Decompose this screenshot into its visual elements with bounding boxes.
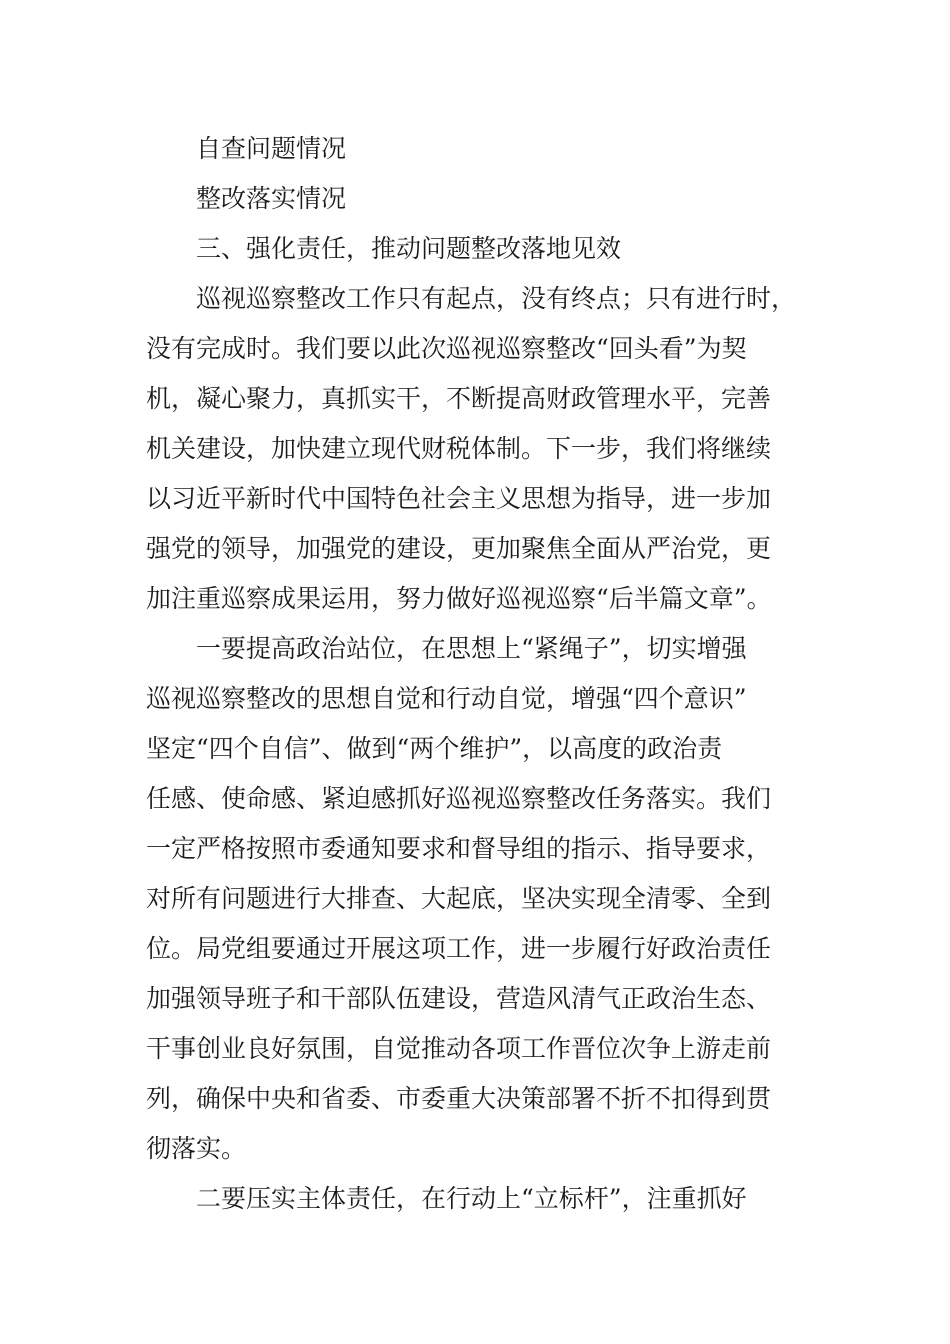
text-line: 一要提高政治站位，在思想上“紧绳子”，切实增强 xyxy=(196,634,747,663)
text-line: 强党的领导，加强党的建设，更加聚焦全面从严治党，更 xyxy=(146,534,772,563)
text-line: 以习近平新时代中国特色社会主义思想为指导，进一步加 xyxy=(146,484,772,513)
text-line: 加注重巡察成果运用，努力做好巡视巡察“后半篇文章”。 xyxy=(146,584,772,613)
text-line: 任感、使命感、紧迫感抓好巡视巡察整改任务落实。我们 xyxy=(146,784,772,813)
text-line: 机，凝心聚力，真抓实干，不断提高财政管理水平，完善 xyxy=(146,384,772,413)
text-line: 一定严格按照市委通知要求和督导组的指示、指导要求， xyxy=(146,834,772,863)
section-heading: 三、强化责任，推动问题整改落地见效 xyxy=(196,234,622,263)
text-line: 巡视巡察整改的思想自觉和行动自觉，增强“四个意识” xyxy=(146,684,747,713)
text-line: 整改落实情况 xyxy=(196,184,347,213)
text-line: 没有完成时。我们要以此次巡视巡察整改“回头看”为契 xyxy=(146,334,747,363)
text-line: 彻落实。 xyxy=(146,1134,247,1163)
text-line: 列，确保中央和省委、市委重大决策部署不折不扣得到贯 xyxy=(146,1084,772,1113)
text-line: 对所有问题进行大排查、大起底，坚决实现全清零、全到 xyxy=(146,884,772,913)
text-line: 位。局党组要通过开展这项工作，进一步履行好政治责任 xyxy=(146,934,772,963)
text-line: 机关建设，加快建立现代财税体制。下一步，我们将继续 xyxy=(146,434,772,463)
text-line: 干事创业良好氛围，自觉推动各项工作晋位次争上游走前 xyxy=(146,1034,772,1063)
text-line: 自查问题情况 xyxy=(196,134,347,163)
text-line: 加强领导班子和干部队伍建设，营造风清气正政治生态、 xyxy=(146,984,772,1013)
text-line: 巡视巡察整改工作只有起点，没有终点；只有进行时， xyxy=(196,284,797,313)
text-line: 二要压实主体责任，在行动上“立标杆”，注重抓好 xyxy=(196,1184,747,1213)
text-line: 坚定“四个自信”、做到“两个维护”，以高度的政治责 xyxy=(146,734,723,763)
